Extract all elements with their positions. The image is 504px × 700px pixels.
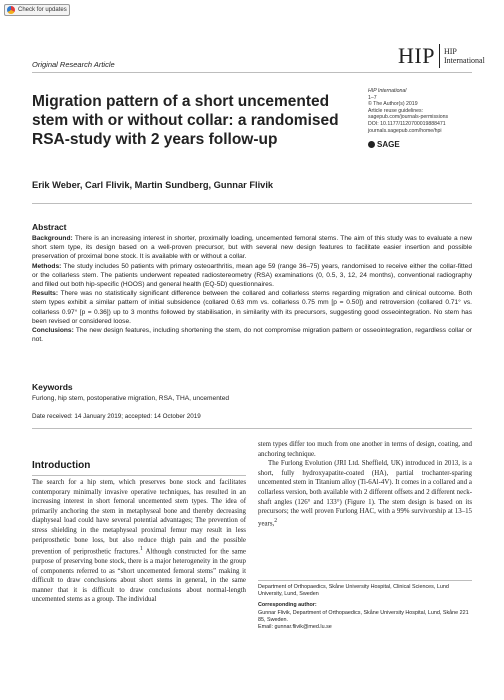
dates-line: Date received: 14 January 2019; accepted: 14 October 2019 [32, 413, 201, 420]
methods-text: The study includes 50 patients with primary osteoarthritis, mean age 59 (range 36–75) years, randomised to receive either the collar-fitted or the collarless stem. The patients underwent repeated radiostereometry (RSA) examinations (0, 0.5, 3, 12, 24 months), conventional radiography and filled out both hip-specific (HOOS) and general health (EQ-5D) questionnaires. [32, 262, 473, 289]
footnote-rule [258, 580, 472, 581]
intro-right-column [258, 440, 472, 529]
meta-reuse-2[interactable]: sagepub.com/journals-permissions [368, 114, 449, 121]
meta-reuse-1: Article reuse guidelines: [368, 107, 424, 114]
logo-word-2: International [443, 56, 485, 65]
article-title: Migration pattern of a short uncemented stem with or without collar: a randomised RSA-study with 2 years follow-up [32, 93, 339, 148]
meta-pages: 1–7 [368, 94, 377, 101]
publisher-logo [368, 140, 400, 149]
affiliation: Department of Orthopaedics, Skåne University Hospital, Clinical Sciences, Lund University, Lund, Sweden [258, 584, 449, 598]
meta-doi[interactable]: DOI: 10.1177/1120700019888471 [368, 120, 446, 127]
intro-paragraph-3 [258, 459, 472, 528]
intro-text-1: The search for a hip stem, which preserves bone stock and facilitates contemporary minimally invasive operative techniques, has resulted in an increasing interest in short femoral uncemented stem types. The idea of primarily anchoring the stem in metaphyseal bone and thereby decreasing diaphyseal load could have several potential advantages; The prevention of stress shielding in the metaphyseal proximal femur may result in less periprosthetic bone loss, but also reduce thigh pain and the possible prevention of periprosthetic fractures. [32, 479, 246, 556]
dates-rule [32, 428, 472, 429]
background-text: There is an increasing interest in shorter, proximally loading, uncemented femoral stems. The aim of this study was to evaluate a new short stem type, its design based on a well-proven precursor, but with several new design features to facilitate easier insertion and possible preservation of proximal bone stock. It is available with or without a collar. [32, 235, 472, 261]
abstract-methods [32, 262, 472, 290]
authors-rule [32, 203, 472, 204]
meta-home[interactable]: journals.sagepub.com/home/hpi [368, 127, 442, 134]
abstract-conclusions [32, 326, 472, 344]
intro-text-1b: Although constructed for the same purpose of preserving bone stock, there is a major heterogeneity in the group of components referred to as “short uncemented femoral stems” making it difficult to draw conclusions about short stems in general, in the same manner that it is difficult to draw conclusions about normal-length uncemented stems as a group. The individual [32, 548, 246, 604]
author-list: Erik Weber, Carl Flivik, Martin Sundberg, Gunnar Flivik [32, 180, 274, 190]
journal-logo-mark: HIP [398, 43, 435, 68]
abstract-results [32, 289, 472, 326]
introduction-rule [32, 475, 246, 476]
results-text: There was no statistically significant difference between the collared and collarless stems regarding migration and clinical outcome. Both stem types exhibit a similar pattern of initial subsidence (collared 0.63 mm vs. collarless 0.75 mm [p = 0.50]) and retroversion (collared 0.71° vs. collarless 0.97° [p = 0.36]) up to 3 months followed by stabilisation, in similarity with its precursors, suggesting good osseointegration. No stem has been revised or considered loose. [32, 290, 472, 325]
intro-paragraph-1 [32, 478, 246, 605]
badge-label: Check for updates [18, 7, 67, 13]
corresponding-email[interactable]: Email: gunnar.flivik@med.lu.se [258, 624, 332, 631]
crossmark-icon [7, 6, 15, 14]
journal-logo [398, 42, 485, 70]
citation-ref-1[interactable]: 1 [139, 546, 143, 553]
abstract-body [32, 234, 472, 344]
footnotes [258, 584, 472, 635]
corresponding-label: Corresponding author: [258, 602, 317, 609]
logo-divider [439, 44, 440, 68]
keywords-text: Furlong, hip stem, postoperative migration, RSA, THA, uncemented [32, 395, 230, 402]
conclusions-text: The new design features, including shortening the stem, do not compromise migration pattern or osseointegration, regardless collar or not. [32, 327, 472, 344]
background-label: Background: [32, 235, 73, 242]
corresponding-author [258, 602, 472, 631]
results-label: Results: [32, 290, 59, 298]
introduction-heading: Introduction [32, 460, 91, 471]
corresponding-address: Gunnar Flivik, Department of Orthopaedics, Skåne University Hospital, Lund, Skåne 221 85, Sweden. [258, 609, 469, 623]
abstract-heading: Abstract [32, 222, 67, 232]
publisher-name: SAGE [377, 140, 400, 149]
intro-left-column [32, 478, 246, 605]
header-rule [32, 72, 472, 73]
meta-copyright: © The Author(s) 2019 [368, 101, 418, 108]
conclusions-label: Conclusions: [32, 327, 74, 335]
intro-text-3: The Furlong Evolution (JRI Ltd. Sheffield, UK) introduced in 2013, is a short, fully hydroxyapatite-coated (HA), partial trochanter-sparing uncemented stem in Titanium alloy (Ti-6Al-4V). It comes in a collared and a collarless version, both available with 2 different offsets and 2 different neck-shaft angles (126° and 133°) (Figure 1). The stem design is based on its precursors; the well proven Furlong HAC, with a 99% survivorship at 13–15 years, [258, 460, 472, 528]
abstract-background [32, 234, 472, 262]
citation-ref-2[interactable]: 2 [274, 517, 278, 524]
check-for-updates-badge[interactable] [4, 4, 70, 16]
meta-journal: HIP International [368, 88, 407, 94]
journal-logo-words [444, 47, 485, 65]
keywords-heading: Keywords [32, 382, 73, 392]
article-meta [368, 88, 478, 134]
logo-word-1: HIP [443, 47, 457, 56]
methods-label: Methods: [32, 262, 62, 270]
intro-paragraph-2: stem types differ too much from one another in terms of design, coating, and anchoring technique. [258, 441, 472, 458]
sage-icon [368, 141, 375, 148]
article-type: Original Research Article [32, 60, 115, 69]
